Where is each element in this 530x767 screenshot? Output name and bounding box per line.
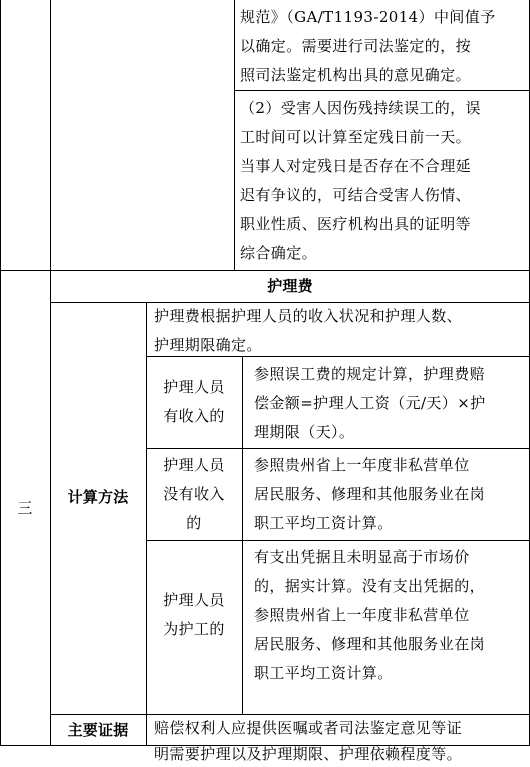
row-line-section-top [0,270,530,271]
evidence-text: 赔偿权利人应提供医嘱或者司法鉴定意见等证 明需要护理以及护理期限、护理依赖程度等。 [154,719,463,763]
method-label: 计算方法 [67,488,129,506]
table-border-left [0,0,1,746]
top-para2: （2）受害人因伤残持续误工的，误 工时间可以计算至定残日前一天。 当事人对定残日是否存在不合理延 迟有争议的，可结合受害人伤情、 职业性质、医疗机构出具的证明等 综合确定。 [240,99,481,262]
col-line-index [50,0,51,746]
evidence-label: 主要证据 [67,721,129,739]
case2-text: 参照贵州省上一年度非私营单位 居民服务、修理和其他服务业在岗 职工平均工资计算。 [254,456,486,532]
case3-text: 有支出凭据且未明显高于市场价 的，据实计算。没有支出凭据的， 参照贵州省上一年度非私营单位 居民服务、修理和其他服务业在岗 职工平均工资计算。 [254,548,486,682]
row-line-case1 [146,448,530,449]
case3-label: 护理人员 为护工的 [163,591,225,638]
intro-text: 护理费根据护理人员的收入状况和护理人数、 护理期限确定。 [154,307,463,354]
col-line-top-left [234,0,235,270]
case2-label: 护理人员 没有收入 的 [163,456,225,532]
top-para1: 规范》（GA/T1193-2014）中间值予 以确定。需要进行司法鉴定的，按 照司法鉴定机构出具的意见确定。 [240,8,496,84]
case1-text: 参照误工费的规定计算，护理费赔 偿金额=护理人工资（元/天）×护 理期限（天）。 [254,365,486,441]
case1-label: 护理人员 有收入的 [163,378,225,425]
row-line-top-split [234,90,530,91]
col-line-case [242,356,243,714]
row-line-case2 [146,540,530,541]
section-title: 护理费 [267,277,313,295]
section-index: 三 [17,499,33,517]
